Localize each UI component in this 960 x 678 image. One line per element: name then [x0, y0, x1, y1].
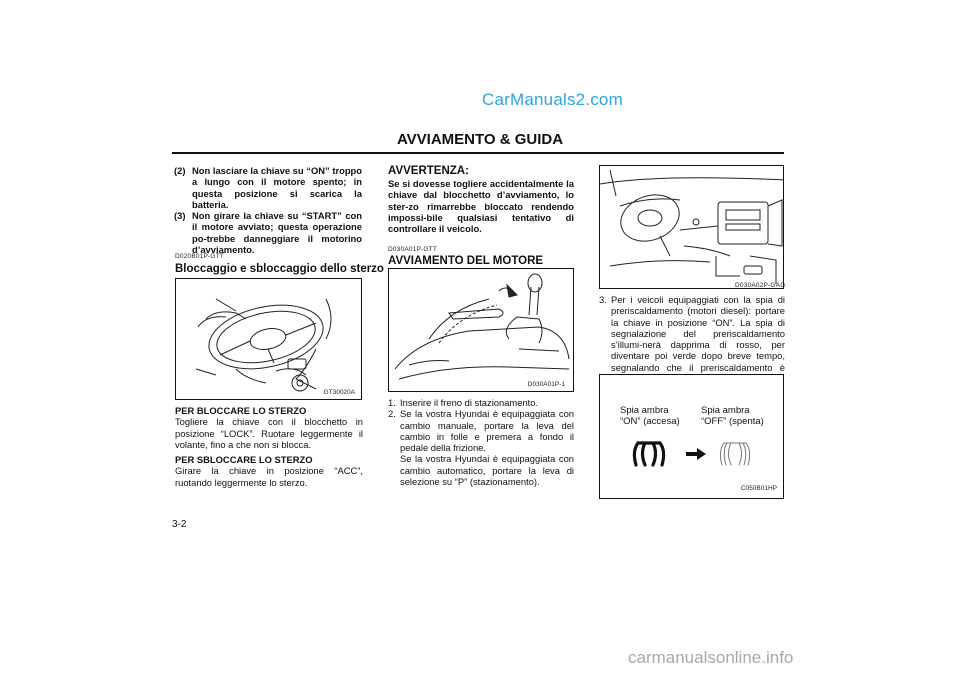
- figure-code: C050B01HP: [740, 485, 777, 492]
- list-item: [388, 397, 574, 408]
- unlock-text: Girare la chiave in posizione “ACC”, ruotando leggermente lo sterzo.: [175, 465, 363, 488]
- list-item: [174, 165, 362, 210]
- list-number: 3.: [599, 294, 607, 305]
- list-item: [174, 210, 362, 255]
- list-text: Non girare la chiave su “START” con il motore avviato; questa operazione po-trebbe danneggiare il motorino d’avviamento.: [192, 210, 362, 256]
- header-rule: [172, 152, 784, 154]
- list-text: Se la vostra Hyundai è equipaggiata con cambio manuale, portare la leva del cambio in folle e premera a fondo il pedale della frizione.: [400, 408, 574, 454]
- watermark-top: CarManuals2.com: [482, 90, 623, 109]
- page-number: 3-2: [172, 519, 187, 530]
- lamp-on-label: Spia ambra “ON” (accesa): [620, 405, 680, 427]
- glow-plug-on-icon: [630, 439, 668, 469]
- list-text: Inserire il freno di stazionamento.: [400, 397, 539, 408]
- figure-code: D030A02P-GAG: [735, 282, 786, 289]
- unlock-heading: PER SBLOCCARE LO STERZO: [175, 454, 313, 466]
- list-item: [388, 408, 574, 453]
- list-number: 1.: [388, 397, 396, 408]
- section-title: Bloccaggio e sbloccaggio dello sterzo: [175, 263, 384, 275]
- section-code: D020B01P-GTT: [175, 253, 225, 260]
- list-text: Per i veicoli equipaggiati con la spia di preriscaldamento (motori diesel): portare la chiave in posizione “ON”. La spia di segnalazione del preriscaldamento s’illumi-nerà dapprima di rosso, per diventare poi verde dopo breve tempo, segnalando che il preriscaldamento è: [611, 294, 785, 373]
- list-text: Non lasciare la chiave su “ON” troppo a lungo con il motore spento; in questa posizione si scarica la batteria.: [192, 165, 362, 210]
- glow-lamp-figure: [599, 374, 784, 499]
- list-text: Se la vostra Hyundai è equipaggiata con cambio automatico, portare la leva di selezione su “P” (stazionamento).: [400, 453, 574, 488]
- gear-lever-figure: [388, 268, 574, 392]
- dashboard-illustration: [600, 166, 784, 289]
- watermark-bottom: carmanualsonline.info: [628, 648, 794, 667]
- gear-lever-illustration: [389, 269, 574, 392]
- arrow-right-icon: [686, 447, 706, 461]
- lamp-off-label: Spia ambra “OFF” (spenta): [701, 405, 764, 427]
- figure-code: D030A01P-1: [527, 381, 565, 388]
- page-title: AVVIAMENTO & GUIDA: [396, 131, 564, 148]
- list-number: (3): [174, 210, 186, 222]
- section-title: AVVIAMENTO DEL MOTORE: [388, 255, 544, 267]
- start-steps: [388, 397, 574, 487]
- glow-plug-off-icon: [716, 439, 754, 469]
- steering-wheel-illustration: [176, 279, 362, 400]
- section-code: D030A01P-GTT: [388, 246, 438, 253]
- list-number: 2.: [388, 408, 396, 420]
- list-item: [599, 294, 785, 384]
- steering-text: [175, 405, 363, 488]
- lock-heading: PER BLOCCARE LO STERZO: [175, 405, 307, 416]
- dashboard-figure: [599, 165, 784, 289]
- list-item: [388, 453, 574, 487]
- figure-code: GT30020A: [323, 389, 355, 396]
- lock-text: Togliere la chiave con il blocchetto in posizione “LOCK”. Ruotare leggermente il volante, fino a che non si blocca.: [175, 416, 363, 450]
- warning-title: AVVERTENZA:: [388, 165, 469, 177]
- glow-step: [599, 294, 785, 384]
- warning-text: Se si dovesse togliere accidentalmente la chiave dal blocchetto d’avviamento, lo ster-zo rimarrebbe bloccato rendendo impossi-bile qualsiasi tentativo di controllare il veicolo.: [388, 178, 574, 235]
- left-column: [174, 165, 362, 255]
- list-number: (2): [174, 165, 186, 176]
- steering-figure: [175, 278, 362, 400]
